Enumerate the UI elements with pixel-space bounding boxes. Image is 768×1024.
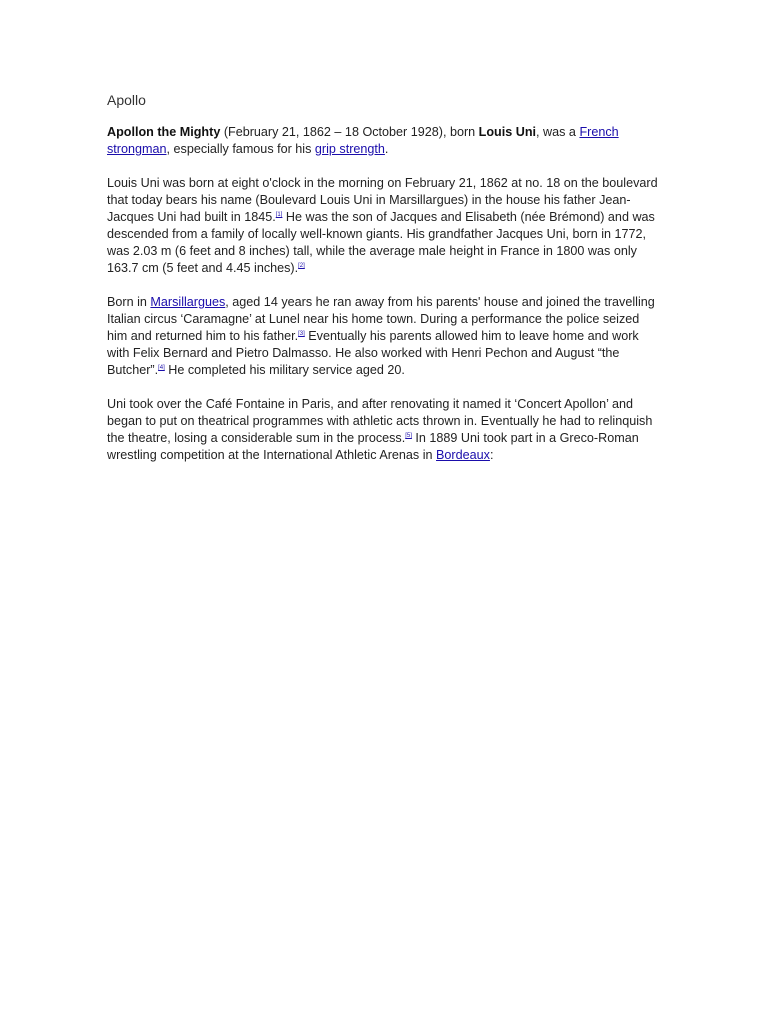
text-span: Louis Uni was born at eight o'clock in the morning on February 21, 1862 at no. 18 on the boulevard that today bears his name (Boulevard Louis Uni in Marsillargues) in the house his father Jean-Jacques Uni had built in 1845. <box>107 176 658 224</box>
link-bordeaux[interactable]: Bordeaux <box>436 448 490 462</box>
text-span: He was the son of Jacques and Elisabeth (née Brémond) and was descended from a family of locally well-known giants. His grandfather Jacques Uni, born in 1772, was 2.03 m (6 feet and 8 inches) tall, while the average male height in France in 1800 was only 163.7 cm (5 feet and 4.45 inches). <box>107 210 655 275</box>
link-french[interactable]: French <box>579 125 619 139</box>
reference-link-1[interactable]: [1] <box>275 212 283 218</box>
text-span: Born in <box>107 295 151 309</box>
text-span: He completed his military service aged 20. <box>164 363 405 377</box>
birth-name: Louis Uni <box>478 125 537 139</box>
text-span: : <box>489 448 494 462</box>
cafe-paragraph <box>107 396 663 464</box>
reference-link-3[interactable]: [3] <box>298 331 305 337</box>
link-marsillargues[interactable]: Marsillargues <box>150 295 226 309</box>
circus-paragraph <box>107 294 663 379</box>
reference-link-5[interactable]: [5] <box>405 433 412 439</box>
page-title: Apollo <box>107 92 146 108</box>
subject-name: Apollon the Mighty <box>107 125 221 139</box>
text-span: , aged 14 years he ran away from his parents' house and joined the travelling Italian circus ‘Caramagne’ at Lunel near his home town. During a performance the police seized him and returned him to his father. <box>107 295 655 343</box>
text-span: (February 21, 1862 – 18 October 1928), born <box>220 125 479 139</box>
reference-link-2[interactable]: [2] <box>298 263 305 269</box>
link-grip-strength[interactable]: grip strength <box>314 142 385 156</box>
text-span: . <box>384 142 389 156</box>
early-life-paragraph <box>107 175 663 277</box>
text-span: In 1889 Uni took part in a Greco-Roman wrestling competition at the International Athletic Arenas in <box>107 431 639 462</box>
document-page <box>107 90 663 481</box>
text-span: Eventually his parents allowed him to leave home and work with Felix Bernard and Pietro Dalmasso. He also worked with Henri Pechon and August “the Butcher”. <box>107 329 639 377</box>
reference-link-4[interactable]: [4] <box>158 365 165 371</box>
text-span: , was a <box>536 125 580 139</box>
text-span: , especially famous for his <box>166 142 315 156</box>
link-strongman[interactable]: strongman <box>107 142 167 156</box>
intro-paragraph <box>107 124 663 158</box>
text-span: Uni took over the Café Fontaine in Paris, and after renovating it named it ‘Concert Apollon’ and began to put on theatrical programmes with athletic acts thrown in. Eventually he had to relinquish the theatre, losing a considerable sum in the process. <box>107 397 653 445</box>
